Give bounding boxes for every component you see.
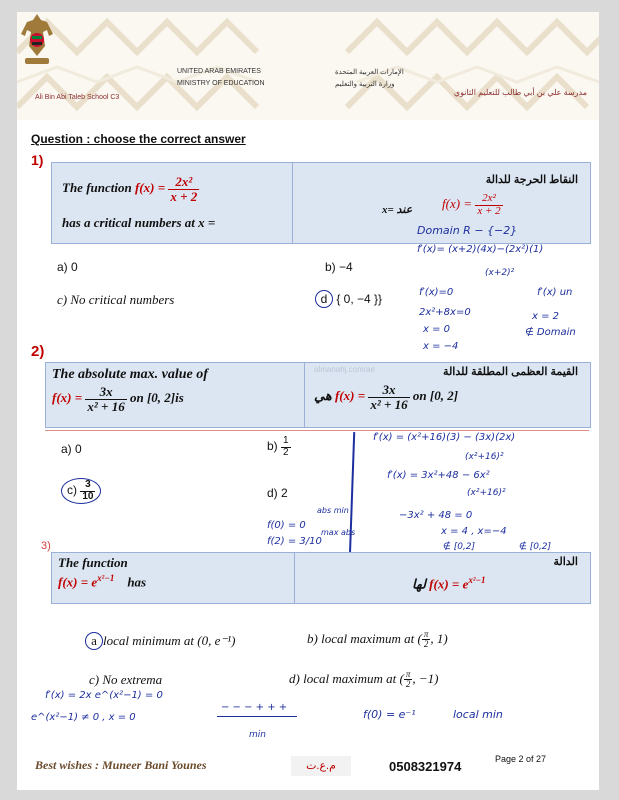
q3-hw-localmin: local min [453, 708, 503, 721]
page-footer [17, 752, 599, 790]
q3-option-d[interactable]: d) local maximum at ( $\frac{\pi}{2}$ , −1) [289, 669, 439, 690]
q1-option-c[interactable]: c) No critical numbers [57, 292, 175, 307]
q1-stem-en: The function f(x) = $\frac{\text{2x²}}{x + 2}$ [62, 174, 198, 204]
q3-stem-en: The function [58, 555, 128, 570]
question-title: Question : choose the correct answer [31, 132, 246, 146]
q2-hw-eq: −3x² + 48 = 0 [399, 510, 473, 521]
header-pattern [17, 12, 599, 120]
q2-stem-ar: القيمة العظمى المطلقة للدالة [443, 366, 578, 378]
country-en: UNITED ARAB EMIRATES [177, 68, 261, 75]
q3-answer-circle: a [85, 632, 103, 650]
q3-hw-deriv: f′(x) = 2x e^(x²−1) = 0 [45, 690, 163, 701]
hw-number-line [217, 716, 297, 717]
q2-hw-f0: f(0) = 0 [267, 520, 306, 531]
page-header [17, 12, 599, 120]
q1-ar-x: x= عند [382, 204, 413, 216]
school-name-ar: مدرسة علي بن أبي طالب للتعليم الثانوي [453, 88, 587, 97]
q3-option-c[interactable]: c) No extrema [89, 672, 163, 687]
q3-number: 3) [41, 540, 51, 552]
document-page [17, 12, 599, 790]
q3-hw-signs: − − − + + + [221, 702, 288, 713]
q1-hw-deriv: f′(x)= (x+2)(4x)−(2x²)(1) [417, 244, 544, 255]
q3-func-ar: لها $f(x) = e^{x^2-1}$ [412, 575, 486, 592]
q3-hw-min: min [249, 730, 266, 740]
q3-option-a[interactable]: a local minimum at (0, e⁻¹) [85, 632, 235, 650]
country-ar: الإمارات العربية المتحدة [335, 69, 404, 76]
q1-number: 1) [31, 152, 44, 168]
ministry-ar: وزارة التربية والتعليم [335, 81, 395, 88]
q1-hw-x2: x = 2 [532, 311, 560, 322]
q1-fraction: $\frac{\text{2x²}}{x + 2}$ [170, 174, 198, 204]
footer-page-number: Page 2 of 27 [495, 754, 547, 764]
q1-hw-zero: f′(x)=0 [419, 287, 454, 298]
q3-hw-f0: f(0) = e⁻¹ [363, 708, 416, 721]
watermark: almanahj.com/ae [314, 365, 375, 374]
q2-hw-roots: x = 4 , x=−4 [441, 526, 507, 537]
q3-stem-ar: الدالة [553, 556, 578, 568]
q2-option-b[interactable]: b) $\frac{1}{2}$ [267, 435, 289, 458]
q2-hw-notin2: ∉ [0,2] [519, 542, 552, 552]
q1-stem-en-2: has a critical numbers at x = [62, 215, 216, 230]
q3-option-b[interactable]: b) local maximum at ( $\frac{\pi}{2}$ , 1) [307, 629, 448, 650]
hw-vertical-line [349, 432, 355, 560]
q2-answer-circle: c) $\frac{3}{10}$ [61, 478, 101, 504]
q2-hw-deriv: f′(x) = (x²+16)(3) − (3x)(2x) [373, 432, 516, 443]
q1-func-ar: f(x) = $\frac{\text{2x²}}{x + 2}$ [442, 192, 501, 217]
q1-option-a[interactable]: a) 0 [57, 260, 78, 274]
q2-box [45, 362, 591, 428]
q1-answer-circle: d [315, 290, 333, 308]
q1-hw-eq: 2x²+8x=0 [419, 307, 471, 318]
q3-hw-nonzero: e^(x²−1) ≠ 0 , x = 0 [31, 712, 136, 723]
footer-wishes: Best wishes : Muneer Bani Younes [35, 758, 207, 772]
q1-hw-x0: x = 0 [423, 324, 451, 335]
q1-hw-domain: Domain R − {−2} [417, 224, 518, 237]
q2-hw-notin1: ∉ [0,2] [443, 542, 476, 552]
q2-hw-f2: f(2) = 3/10 [267, 536, 322, 547]
school-name-en: Ali Bin Abi Taleb School C3 [35, 94, 120, 101]
q2-number: 2) [31, 343, 45, 360]
q2-hw-f0-note: abs min [317, 506, 349, 515]
q2-stem-en: The absolute max. value of [52, 367, 208, 382]
q1-option-b[interactable]: b) −4 [325, 260, 353, 274]
uae-emblem-icon [17, 12, 57, 67]
footer-phone: 0508321974 [389, 759, 462, 774]
q1-hw-notdom: ∉ Domain [525, 327, 576, 338]
q2-option-a[interactable]: a) 0 [61, 442, 82, 456]
q1-hw-deriv-den: (x+2)² [485, 268, 515, 278]
footer-initials: م.ع.ت [291, 756, 351, 776]
q1-hw-und: f′(x) un [537, 287, 573, 298]
q3-box [51, 552, 591, 604]
q3-func-en: $f(x) = e^{x^2-1}$ has [58, 573, 147, 590]
q2-hw-f2-note: max abs [321, 528, 356, 537]
q2-option-d[interactable]: d) 2 [267, 486, 288, 500]
q2-hw-deriv2: f′(x) = 3x²+48 − 6x² [387, 470, 490, 481]
q2-func-ar: هي f(x) = $\frac{3x}{\text{x² + 16}}$ on [0, 2] [314, 382, 459, 412]
q1-stem-ar: النقاط الحرجة للدالة [485, 174, 578, 186]
q2-hw-deriv2-den: (x²+16)² [467, 488, 506, 498]
q1-hw-xm4: x = −4 [423, 341, 459, 352]
ministry-en: MINISTRY OF EDUCATION [177, 80, 265, 87]
q1-option-d[interactable]: d { 0, −4 }} [315, 290, 382, 308]
q2-hw-deriv-den: (x²+16)² [465, 452, 504, 462]
q2-option-c[interactable] [61, 478, 101, 504]
q2-func-en: f(x) = $\frac{3x}{\text{x² + 16}}$ on [0, 2]is [52, 384, 184, 414]
